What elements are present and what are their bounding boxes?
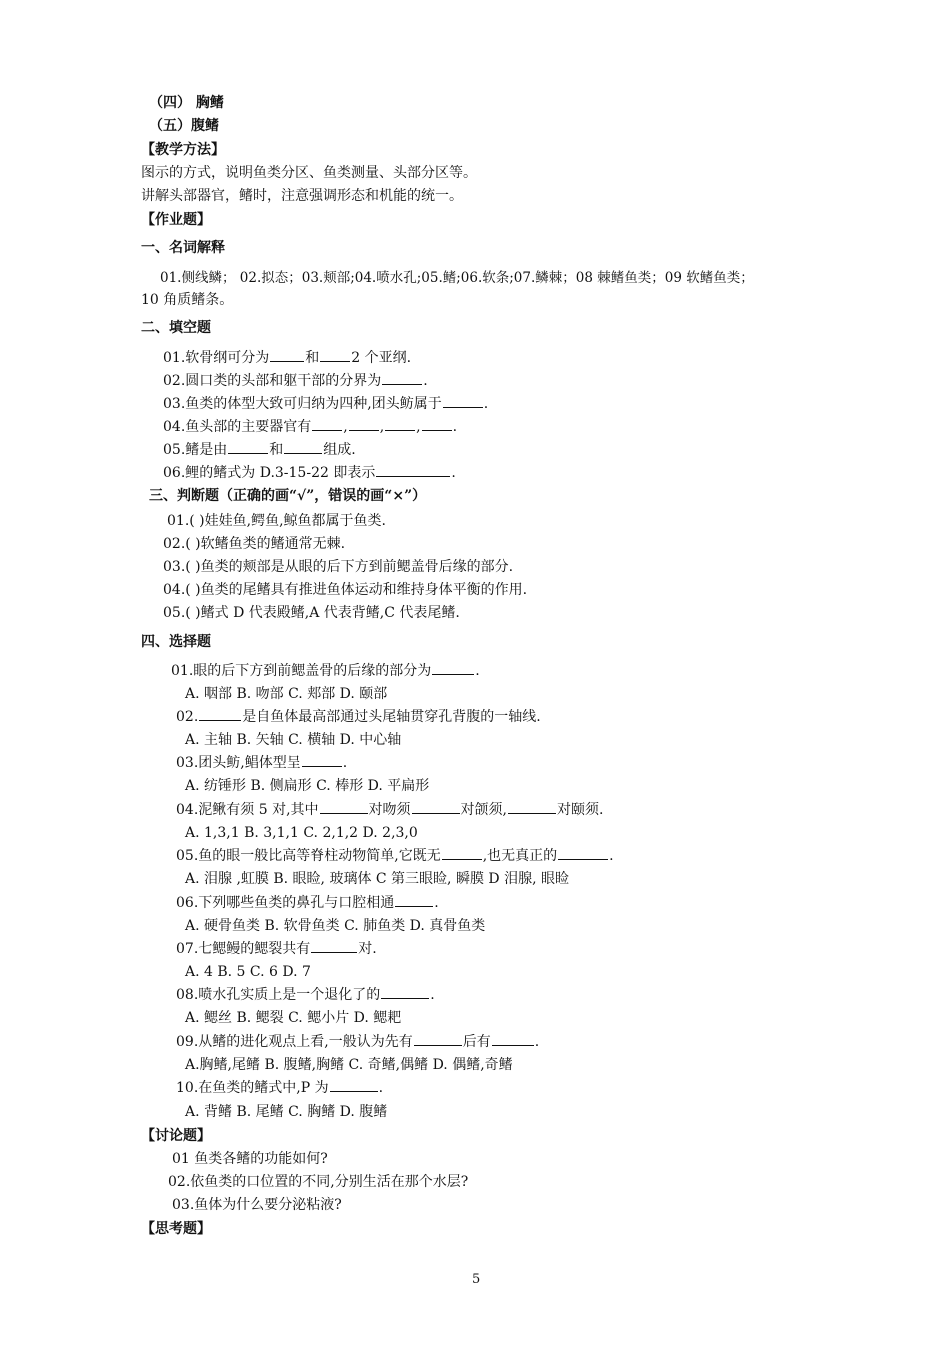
answer-blank	[199, 707, 241, 721]
choice-q2-text: 是自鱼体最高部通过头尾轴贯穿孔背腹的一轴线.	[242, 709, 541, 725]
judge-q3: 03.( )鱼类的颊部是从眼的后下方到前鳃盖骨后缘的部分.	[163, 559, 514, 575]
heading-fin-pelvic: （五）腹鳍	[149, 118, 219, 134]
fill-q1-text: 01.软骨纲可分为	[163, 350, 270, 366]
choice-q5-end: .	[609, 848, 614, 864]
discussion-q2: 02.依鱼类的口位置的不同,分别生活在那个水层?	[168, 1174, 469, 1190]
answer-blank	[320, 800, 368, 814]
answer-blank	[228, 440, 268, 454]
judge-q5: 05.( )鳍式 D 代表殿鳍,A 代表背鳍,C 代表尾鳍.	[163, 605, 460, 621]
think-heading: 【思考题】	[141, 1221, 211, 1237]
choice-q5-text: 05.鱼的眼一般比高等脊柱动物简单,它既无	[176, 848, 441, 864]
answer-blank	[349, 417, 379, 431]
answer-blank	[385, 417, 415, 431]
choice-q6-end: .	[434, 895, 439, 911]
choice-q4-text-4: 对颐须.	[556, 802, 604, 818]
fill-q5-text-2: 和	[269, 442, 284, 458]
choice-q10	[176, 1078, 383, 1098]
heading-fin-pectoral: （四） 胸鳍	[149, 95, 224, 111]
choice-q10-options: A. 背鳍 B. 尾鳍 C. 胸鳍 D. 腹鳍	[185, 1104, 388, 1120]
choice-q5	[176, 846, 614, 866]
terms-line-1: 01.侧线鳞； 02.拟态；03.颊部;04.喷水孔;05.鳍;06.软条;07.鳞棘；08 棘鳍鱼类；09 软鳍鱼类；	[160, 270, 754, 286]
choice-q4-text-3: 对颌须,	[460, 802, 507, 818]
choice-q2-options: A. 主轴 B. 矢轴 C. 横轴 D. 中心轴	[185, 732, 402, 748]
answer-blank	[382, 371, 422, 385]
answer-blank	[302, 753, 342, 767]
choice-q4-options: A. 1,3,1 B. 3,1,1 C. 2,1,2 D. 2,3,0	[185, 825, 418, 841]
choice-q9-text: 09.从鳍的进化观点上看,一般认为先有	[176, 1034, 413, 1050]
choice-q6-text: 06.下列哪些鱼类的鼻孔与口腔相通	[176, 895, 395, 911]
fill-heading: 二、填空题	[141, 320, 211, 336]
terms-heading: 一、名词解释	[141, 240, 225, 256]
fill-q3	[163, 394, 488, 414]
choice-q7-end: 对.	[358, 941, 377, 957]
choice-q9-text-2: 后有	[462, 1034, 491, 1050]
choice-q7-text: 07.七鳃鳗的鳃裂共有	[176, 941, 311, 957]
choice-q1-end: .	[475, 663, 480, 679]
answer-blank	[414, 1032, 462, 1046]
fill-q4-sep: ,	[416, 419, 421, 435]
choice-q3-text: 03.团头鲂,鲳体型呈	[176, 755, 301, 771]
choice-q9-options: A.胸鳍,尾鳍 B. 腹鳍,胸鳍 C. 奇鳍,偶鳍 D. 偶鳍,奇鳍	[185, 1057, 513, 1073]
choice-q8-text: 08.喷水孔实质上是一个退化了的	[176, 987, 381, 1003]
answer-blank	[442, 846, 482, 860]
choice-q4-text-2: 对吻须	[368, 802, 411, 818]
answer-blank	[284, 440, 322, 454]
judge-q1: 01.( )娃娃鱼,鳄鱼,鲸鱼都属于鱼类.	[167, 513, 386, 529]
choice-q7-options: A. 4 B. 5 C. 6 D. 7	[185, 964, 311, 980]
choice-q2-num: 02.	[176, 709, 199, 725]
choice-q9-end: .	[534, 1034, 540, 1050]
fill-q3-text: 03.鱼类的体型大致可归纳为四种,团头鲂属于	[163, 396, 442, 412]
teaching-method-heading: 【教学方法】	[141, 142, 225, 158]
answer-blank	[443, 394, 483, 408]
answer-blank	[492, 1032, 534, 1046]
fill-q3-end: .	[483, 396, 489, 412]
answer-blank	[311, 939, 357, 953]
answer-blank	[330, 1078, 378, 1092]
fill-q2-text: 02.圆口类的头部和躯干部的分界为	[163, 373, 382, 389]
choice-q4-text: 04.泥鳅有须 5 对,其中	[176, 802, 319, 818]
choice-q1-options: A. 咽部 B. 吻部 C. 郏部 D. 颐部	[185, 686, 388, 702]
homework-heading: 【作业题】	[141, 212, 211, 228]
fill-q1	[163, 348, 411, 368]
choice-q1-text: 01.眼的后下方到前鳃盖骨的后缘的部分为	[171, 663, 432, 679]
choice-q10-text: 10.在鱼类的鳍式中,P 为	[176, 1080, 329, 1096]
terms-line-2: 10 角质鳍条。	[141, 292, 234, 308]
fill-q6-end: .	[451, 465, 456, 481]
fill-q1-text-3: 2 个亚纲.	[351, 350, 412, 366]
judge-q2: 02.( )软鳍鱼类的鳍通常无棘.	[163, 536, 346, 552]
answer-blank	[312, 417, 342, 431]
choice-q8-options: A. 鳃丝 B. 鳃裂 C. 鳃小片 D. 鳃耙	[185, 1010, 402, 1026]
judge-heading: 三、判断题（正确的画“√”，错误的画“×”）	[149, 488, 427, 504]
answer-blank	[432, 661, 474, 675]
judge-q4: 04.( )鱼类的尾鳍具有推进鱼体运动和维持身体平衡的作用.	[163, 582, 528, 598]
fill-q2	[163, 371, 428, 391]
fill-q4-end: .	[452, 419, 458, 435]
choice-q6-options: A. 硬骨鱼类 B. 软骨鱼类 C. 肺鱼类 D. 真骨鱼类	[185, 918, 486, 934]
fill-q4-sep: ,	[379, 419, 385, 435]
choice-q4	[176, 800, 603, 820]
choice-q9	[176, 1032, 539, 1052]
choice-q3-end: .	[342, 755, 348, 771]
answer-blank	[320, 348, 350, 362]
answer-blank	[395, 893, 433, 907]
choice-q7	[176, 939, 377, 959]
fill-q5	[163, 440, 356, 460]
fill-q4	[163, 417, 457, 437]
answer-blank	[376, 463, 450, 477]
page-number: 5	[472, 1272, 481, 1287]
choice-q5-text-2: ,也无真正的	[482, 848, 558, 864]
fill-q6	[163, 463, 456, 483]
fill-q6-text: 06.鲤的鳍式为 D.3-15-22 即表示	[163, 465, 376, 481]
fill-q1-text-2: 和	[305, 350, 320, 366]
discussion-q1: 01 鱼类各鳍的功能如何?	[172, 1151, 328, 1167]
fill-q4-text: 04.鱼头部的主要器官有	[163, 419, 312, 435]
fill-q2-end: .	[423, 373, 428, 389]
choice-heading: 四、选择题	[141, 634, 211, 650]
choice-q3-options: A. 纺锤形 B. 侧扁形 C. 棒形 D. 平扁形	[185, 778, 430, 794]
answer-blank	[412, 800, 460, 814]
fill-q4-sep: ,	[343, 419, 348, 435]
teaching-line-1: 图示的方式，说明鱼类分区、鱼类测量、头部分区等。	[141, 165, 477, 181]
choice-q5-options: A. 泪腺 ,虹膜 B. 眼睑, 玻璃体 C 第三眼睑, 瞬膜 D 泪腺, 眼睑	[185, 871, 569, 887]
fill-q5-text-3: 组成.	[323, 442, 356, 458]
fill-q5-text: 05.鳍是由	[163, 442, 228, 458]
answer-blank	[508, 800, 556, 814]
choice-q6	[176, 893, 439, 913]
choice-q8	[176, 985, 435, 1005]
choice-q2	[176, 707, 541, 727]
teaching-line-2: 讲解头部器官，鳍时，注意强调形态和机能的统一。	[141, 188, 463, 204]
choice-q8-end: .	[430, 987, 435, 1003]
choice-q1	[171, 661, 480, 681]
answer-blank	[381, 985, 429, 999]
answer-blank	[270, 348, 304, 362]
choice-q3	[176, 753, 347, 773]
discussion-heading: 【讨论题】	[141, 1128, 211, 1144]
discussion-q3: 03.鱼体为什么要分泌粘液?	[172, 1197, 342, 1213]
choice-q10-end: .	[378, 1080, 384, 1096]
answer-blank	[422, 417, 452, 431]
answer-blank	[558, 846, 608, 860]
